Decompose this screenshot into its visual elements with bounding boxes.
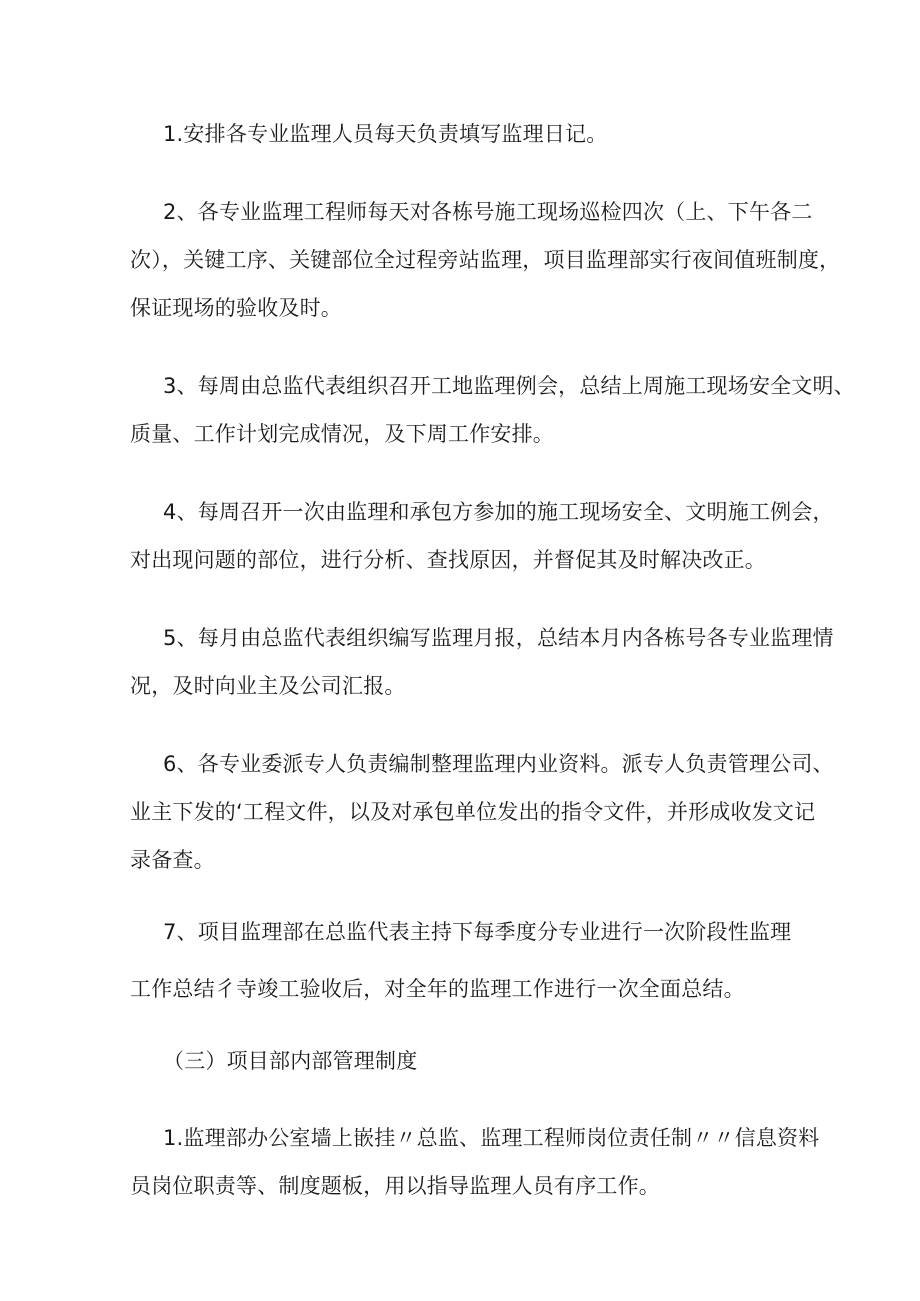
paragraph-2-line-2: 次），关键工序、关键部位全过程旁站监理，项目监理部实行夜间值班制度，	[130, 248, 841, 272]
paragraph-6-line-2: 业主下发的‘工程文件，以及对承包单位发出的指令文件，并形成收发文记	[130, 800, 816, 824]
paragraph-5-line-1: 5、每月由总监代表组织编写监理月报，总结本月内各栋号各专业监理情	[163, 626, 834, 650]
paragraph-7-line-2: 工作总结彳寺竣工验收后，对全年的监理工作进行一次全面总结。	[130, 977, 745, 1001]
paragraph-8-line-1: 1.监理部办公室墙上嵌挂〃总监、监理工程师岗位责任制〃〃信息资料	[163, 1126, 820, 1150]
paragraph-4-line-1: 4、每周召开一次由监理和承包方参加的施工现场安全、文明施工例会，	[163, 500, 834, 524]
paragraph-3-line-2: 质量、工作计划完成情况，及下周工作安排。	[130, 422, 554, 446]
paragraph-2-line-1: 2、各专业监理工程师每天对各栋号施工现场巡检四次（上、下午各二	[163, 200, 813, 224]
paragraph-4-line-2: 对出现问题的部位，进行分析、查找原因，并督促其及时解决改正。	[130, 548, 766, 572]
paragraph-8-line-2: 员岗位职责等、制度题板，用以指导监理人员有序工作。	[130, 1174, 660, 1198]
section-heading-3: （三）项目部内部管理制度	[163, 1049, 418, 1073]
paragraph-2-line-3: 保证现场的验收及时。	[130, 296, 342, 320]
paragraph-3-line-1: 3、每周由总监代表组织召开工地监理例会，总结上周施工现场安全文明、	[163, 374, 855, 398]
paragraph-1-line-1: 1.安排各专业监理人员每天负责填写监理日记。	[163, 122, 608, 146]
paragraph-5-line-2: 况，及时向业主及公司汇报。	[130, 674, 406, 698]
paragraph-6-line-1: 6、各专业委派专人负责编制整理监理内业资料。派专人负责管理公司、	[163, 752, 834, 776]
paragraph-6-line-3: 录备查。	[130, 848, 215, 872]
paragraph-7-line-1: 7、项目监理部在总监代表主持下每季度分专业进行一次阶段性监理	[163, 920, 792, 944]
